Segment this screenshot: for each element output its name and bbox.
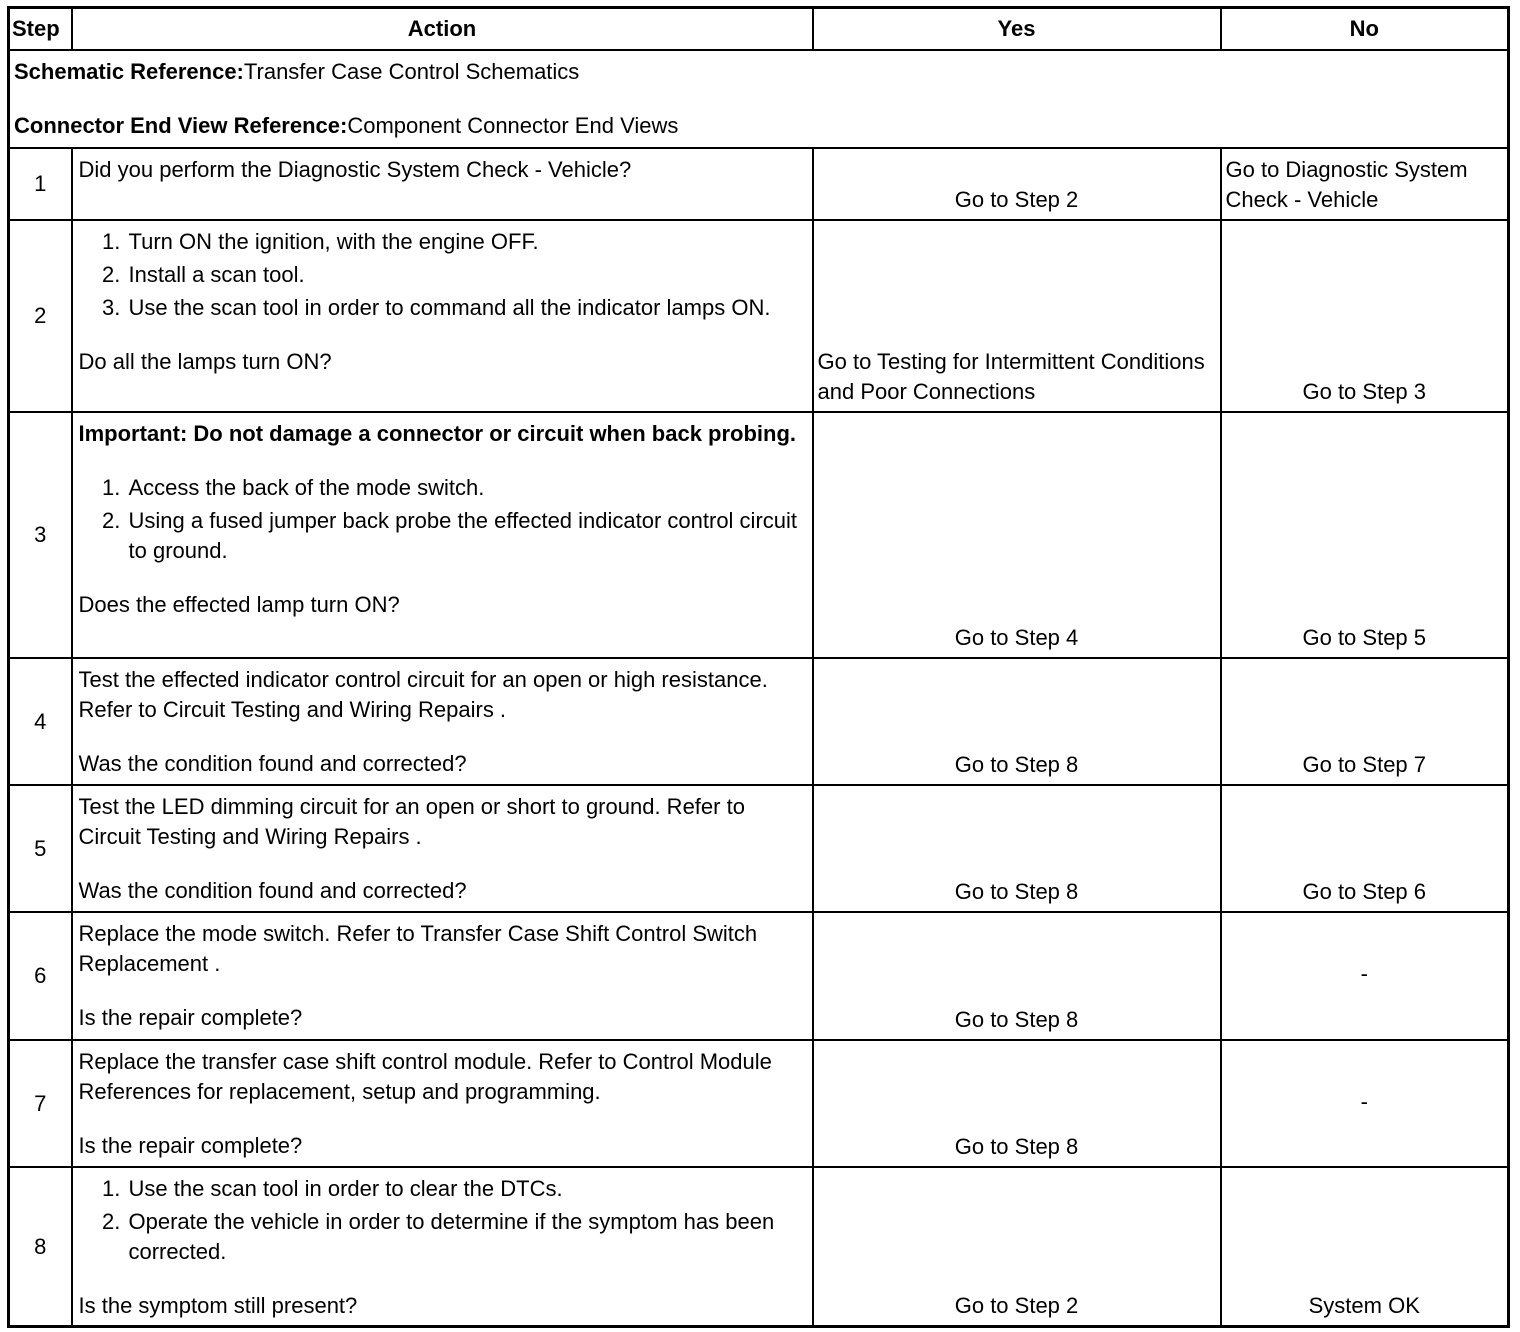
- step-number: 8: [9, 1167, 72, 1327]
- step-number: 3: [9, 412, 72, 658]
- action-cell: [72, 785, 813, 912]
- action-text: Replace the transfer case shift control module. Refer to Control Module References for replacement, setup and programming.: [78, 1049, 772, 1104]
- schematic-reference-link[interactable]: Transfer Case Control Schematics: [243, 59, 580, 84]
- yes-cell[interactable]: Go to Step 8: [813, 658, 1221, 785]
- header-no: No: [1221, 8, 1509, 51]
- header-action: Action: [72, 8, 813, 51]
- list-item: 2. Operate the vehicle in order to determine if the symptom has been corrected.: [127, 1207, 806, 1267]
- step-number: 2: [9, 220, 72, 412]
- table-row: [9, 658, 1509, 785]
- list-item: 3. Use the scan tool in order to command all the indicator lamps ON.: [127, 293, 806, 323]
- yes-cell[interactable]: Go to Testing for Intermittent Conditions and Poor Connections: [813, 220, 1221, 412]
- table-row: [9, 220, 1509, 412]
- list-item: 1. Use the scan tool in order to clear the DTCs.: [127, 1174, 806, 1204]
- list-item: 2. Install a scan tool.: [127, 260, 806, 290]
- action-cell: [72, 412, 813, 658]
- yes-cell[interactable]: Go to Step 8: [813, 785, 1221, 912]
- reference-cell: [9, 50, 1509, 148]
- no-cell[interactable]: Go to Step 3: [1221, 220, 1509, 412]
- header-row: [9, 8, 1509, 51]
- step-number: 4: [9, 658, 72, 785]
- no-cell[interactable]: Go to Diagnostic System Check - Vehicle: [1221, 148, 1509, 220]
- yes-cell[interactable]: Go to Step 4: [813, 412, 1221, 658]
- no-cell[interactable]: Go to Step 5: [1221, 412, 1509, 658]
- no-cell[interactable]: Go to Step 7: [1221, 658, 1509, 785]
- no-cell: -: [1221, 912, 1509, 1040]
- action-cell: [72, 220, 813, 412]
- action-text: Replace the mode switch. Refer to Transfer Case Shift Control Switch Replacement .: [78, 921, 758, 976]
- action-cell: [72, 658, 813, 785]
- list-item: 2. Using a fused jumper back probe the effected indicator control circuit to ground.: [127, 506, 806, 566]
- reference-row: [9, 50, 1509, 148]
- question-text: Is the symptom still present?: [78, 1293, 358, 1318]
- question-text: Is the repair complete?: [78, 1133, 303, 1158]
- step-number: 5: [9, 785, 72, 912]
- list-item: 1. Turn ON the ignition, with the engine OFF.: [127, 227, 806, 257]
- action-cell: [72, 912, 813, 1040]
- table-row: [9, 1167, 1509, 1327]
- action-list: [79, 473, 806, 566]
- step-number: 6: [9, 912, 72, 1040]
- question-text: Is the repair complete?: [78, 1005, 303, 1030]
- table-row: [9, 412, 1509, 658]
- question-text: Do all the lamps turn ON?: [78, 349, 332, 374]
- question-text: Was the condition found and corrected?: [78, 751, 467, 776]
- action-cell: Did you perform the Diagnostic System Check - Vehicle?: [72, 148, 813, 220]
- list-item: 1. Access the back of the mode switch.: [127, 473, 806, 503]
- yes-cell[interactable]: Go to Step 2: [813, 1167, 1221, 1327]
- no-cell[interactable]: Go to Step 6: [1221, 785, 1509, 912]
- header-yes: Yes: [813, 8, 1221, 51]
- yes-cell[interactable]: Go to Step 8: [813, 1040, 1221, 1167]
- yes-cell[interactable]: Go to Step 8: [813, 912, 1221, 1040]
- action-cell: [72, 1040, 813, 1167]
- schematic-reference-label: Schematic Reference:: [14, 59, 244, 84]
- question-text: Does the effected lamp turn ON?: [78, 592, 400, 617]
- table-row: [9, 148, 1509, 220]
- action-cell: [72, 1167, 813, 1327]
- action-text: Test the effected indicator control circuit for an open or high resistance. Refer to Circuit Testing and Wiring Repairs .: [78, 667, 768, 722]
- connector-reference-label: Connector End View Reference:: [14, 113, 348, 138]
- action-list: [79, 1174, 806, 1267]
- no-cell: System OK: [1221, 1167, 1509, 1327]
- action-list: [79, 227, 806, 323]
- diagnostic-table: [7, 6, 1510, 1328]
- connector-reference-link[interactable]: Component Connector End Views: [347, 113, 679, 138]
- no-cell: -: [1221, 1040, 1509, 1167]
- action-text: Test the LED dimming circuit for an open or short to ground. Refer to Circuit Testing and Wiring Repairs .: [78, 794, 745, 849]
- table-row: [9, 785, 1509, 912]
- yes-cell[interactable]: Go to Step 2: [813, 148, 1221, 220]
- step-number: 7: [9, 1040, 72, 1167]
- table-row: [9, 912, 1509, 1040]
- question-text: Was the condition found and corrected?: [78, 878, 467, 903]
- step-number: 1: [9, 148, 72, 220]
- important-note: Important: Do not damage a connector or circuit when back probing.: [78, 421, 797, 446]
- header-step: Step: [9, 8, 72, 51]
- table-row: [9, 1040, 1509, 1167]
- schematic-reference: [14, 57, 1503, 87]
- connector-reference: [14, 111, 1503, 141]
